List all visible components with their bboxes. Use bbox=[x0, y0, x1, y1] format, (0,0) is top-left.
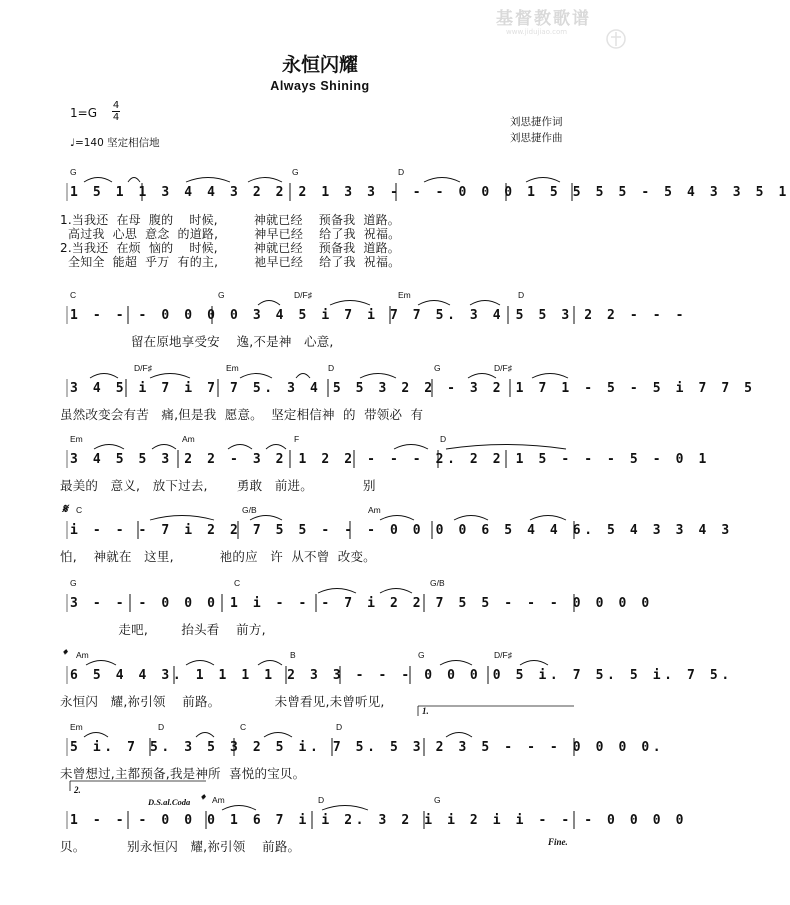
chord-symbol: G bbox=[70, 578, 77, 588]
chord-symbol: G bbox=[418, 650, 425, 660]
music-system-7 bbox=[0, 647, 733, 720]
chord-symbol: D bbox=[328, 363, 335, 373]
tempo-marking: ♩=140 坚定相信地 bbox=[70, 137, 160, 149]
watermark-url: www.jidujiao.com bbox=[506, 28, 568, 36]
chord-symbol: Am bbox=[212, 795, 225, 805]
chord-symbol: C bbox=[234, 578, 241, 588]
chord-symbol: D/F♯ bbox=[494, 650, 512, 660]
lyric-line: 高过我 心思 意念 的道路, 神早已经 给了我 祝福。 bbox=[60, 227, 401, 241]
music-system-8 bbox=[0, 706, 665, 792]
lyric-line: 贝。 别永恒闪 耀,祢引领 前路。 bbox=[60, 839, 301, 854]
lyric-line: 1.当我还 在母 腹的 时候, 神就已经 预备我 道路。 bbox=[60, 213, 400, 227]
lyric-line: 全知全 能超 乎万 有的主, 祂早已经 给了我 祝福。 bbox=[60, 255, 401, 269]
volta-bracket-label: 1. bbox=[422, 706, 429, 716]
chord-symbol: Am bbox=[76, 650, 89, 660]
time-signature bbox=[112, 100, 120, 123]
lyric-line: 最美的 意义, 放下过去, 勇敢 前进。 别 bbox=[60, 478, 376, 493]
chord-symbol: D/F♯ bbox=[494, 363, 512, 373]
chord-symbol: D bbox=[440, 434, 447, 444]
note-line: 1 - - - 0 0 0 1 6 7 i i 2. 3 2 i i 2 i i - - - 0 0 0 0 bbox=[70, 813, 688, 828]
music-system-2 bbox=[0, 290, 688, 360]
note-line: 1 - - - 0 0 0 0 3 4 5 i 7 i 7 7 5. 3 4 5 5 3 2 2 - - - bbox=[70, 308, 688, 323]
lyricist-credit: 刘思捷作词 bbox=[510, 116, 563, 128]
chord-symbol: C bbox=[70, 290, 77, 300]
chord-symbol: D bbox=[158, 722, 165, 732]
segno-icon: 𝄋 bbox=[62, 501, 68, 516]
chord-symbol: C bbox=[240, 722, 247, 732]
note-line: 3 - - - 0 0 0 1 i - - - 7 i 2 2 7 5 5 - - - 0 0 0 0 bbox=[70, 596, 653, 611]
chord-symbol: G bbox=[434, 363, 441, 373]
note-line: 3 4 5 5 3 2 2 - 3 2 1 2 2 - - - 2. 2 2 1 5 - - - 5 - 0 1 bbox=[70, 452, 710, 467]
key-signature: 1=G bbox=[70, 106, 97, 120]
chord-symbol: D bbox=[318, 795, 325, 805]
music-system-4 bbox=[0, 434, 710, 504]
chord-symbol: G bbox=[434, 795, 441, 805]
chord-symbol: C bbox=[76, 505, 83, 515]
note-line: 5 i. 7 5. 3 5 3 2 5 i. 7 5. 5 3 2 3 5 - - - 0 0 0 0. bbox=[70, 740, 665, 755]
note-line: 6 5 4 4 3. 1 1 1 1 2 3 3 - - - 0 0 0 0 5 i. 7 5. 5 i. 7 5. bbox=[70, 668, 733, 683]
meter-top: 4 bbox=[112, 100, 120, 111]
lyric-line: 2.当我还 在烦 恼的 时候, 神就已经 预备我 道路。 bbox=[60, 241, 400, 255]
note-line: i - - - 7 i 2 2 7 5 5 - - - 0 0 0 0 6 5 4 4 6. 5 4 3 3 4 3 bbox=[70, 523, 733, 538]
coda-icon: 𝄌 bbox=[62, 647, 67, 661]
lyric-line: 怕, 神就在 这里, 祂的应 许 从不曾 改变。 bbox=[60, 549, 376, 564]
music-system-5 bbox=[0, 501, 733, 575]
chord-symbol: G bbox=[70, 167, 77, 177]
note-line: 1 5 1 1 3 4 4 3 2 2 2 1 3 3 - - - 0 0 0 1 5 5 5 5 - 5 4 3 3 5 1 bbox=[70, 185, 790, 200]
chord-symbol: G/B bbox=[430, 578, 445, 588]
song-subtitle: Always Shining bbox=[270, 79, 370, 93]
chord-symbol: D/F♯ bbox=[134, 363, 152, 373]
lyric-line: 虽然改变会有苦 痛,但是我 愿意。 坚定相信神 的 带领必 有 bbox=[60, 407, 424, 422]
watermark-logo-icon bbox=[602, 28, 630, 50]
fine-text: Fine. bbox=[548, 837, 568, 847]
music-system-3 bbox=[0, 363, 756, 433]
lyric-line: 走吧, 抬头看 前方, bbox=[60, 622, 266, 637]
chord-symbol: D/F♯ bbox=[294, 290, 312, 300]
chord-symbol: Am bbox=[368, 505, 381, 515]
chord-symbol: D bbox=[518, 290, 525, 300]
lyric-line: 留在原地享受安 逸,不是神 心意, bbox=[60, 334, 334, 349]
chord-symbol: G bbox=[218, 290, 225, 300]
music-system-9 bbox=[0, 785, 688, 865]
chord-symbol: Am bbox=[182, 434, 195, 444]
coda-icon: 𝄌 bbox=[200, 792, 205, 806]
volta-bracket-label: 2. bbox=[74, 785, 81, 795]
music-system-6 bbox=[0, 578, 653, 648]
meter-bottom: 4 bbox=[112, 112, 120, 123]
note-line: 3 4 5 i 7 i 7 7 5. 3 4 5 5 3 2 2 - 3 2 1 7 1 - 5 - 5 i 7 7 5 bbox=[70, 381, 756, 396]
chord-symbol: Em bbox=[398, 290, 411, 300]
lyric-line: 永恒闪 耀,祢引领 前路。 未曾看见,未曾听见, bbox=[60, 694, 385, 709]
music-system-1 bbox=[0, 167, 790, 269]
chord-symbol: G bbox=[292, 167, 299, 177]
composer-credit: 刘思捷作曲 bbox=[510, 132, 563, 144]
chord-symbol: D bbox=[336, 722, 343, 732]
chord-symbol: F bbox=[294, 434, 300, 444]
ds-al-coda-text: D.S.al.Coda bbox=[148, 797, 191, 807]
chord-symbol: B bbox=[290, 650, 296, 660]
chord-symbol: G/B bbox=[242, 505, 257, 515]
watermark-title: 基督教歌谱 bbox=[496, 9, 591, 29]
lyric-line: 未曾想过,主都预备,我是神所 喜悦的宝贝。 bbox=[60, 766, 306, 781]
chord-symbol: Em bbox=[226, 363, 239, 373]
chord-symbol: Em bbox=[70, 434, 83, 444]
chord-symbol: Em bbox=[70, 722, 83, 732]
chord-symbol: D bbox=[398, 167, 405, 177]
song-title: 永恒闪耀 bbox=[281, 54, 358, 76]
